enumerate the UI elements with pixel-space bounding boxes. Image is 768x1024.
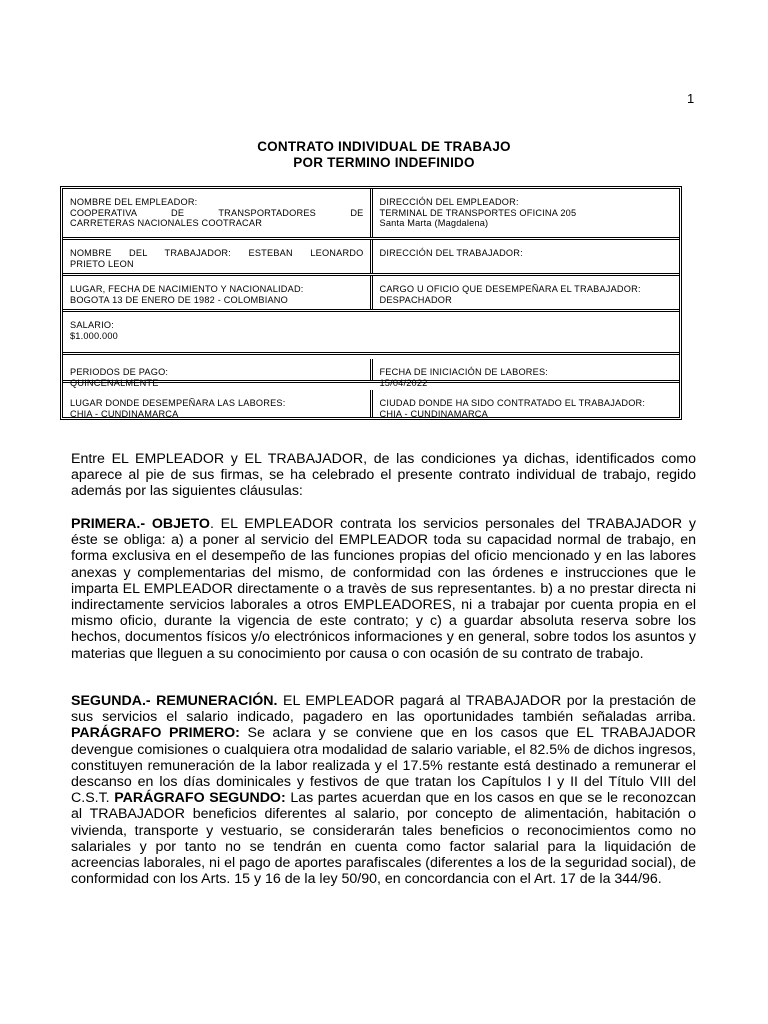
table-row [63, 189, 679, 237]
employer-address-value-2: Santa Marta (Magdalena) [379, 218, 489, 228]
worker-name-label-1: NOMBRE DEL TRABAJADOR: ESTEBAN LEONARDO [70, 248, 364, 258]
position-value: DESPACHADOR [379, 294, 452, 305]
clause-segunda-text-3: Las partes acuerdan que en los casos en que se le reconozcan al TRABAJADOR beneficios diferentes al salario, por concepto de alimentación, habitación o vivienda, transporte y vestuario, se considerarán tales beneficios o reconocimientos como no salariales y por tanto no se tendrán en cuenta como factor salarial para la liquidación de acreencias laborales, ni el pago de aportes parafiscales (diferentes a los de la seguridad social), de conformidad con los Arts. 15 y 16 de la ley 50/90, en concordancia con el Art. 17 de la 344/96. [71, 790, 696, 888]
birth-info-label: LUGAR, FECHA DE NACIMIENTO Y NACIONALIDAD: [70, 284, 304, 294]
clause-primera-heading: PRIMERA.- OBJETO [71, 516, 210, 532]
work-place-value: CHIA - CUNDINAMARCA [70, 408, 179, 419]
clause-segunda-text-2: Se aclara y se conviene que en los casos que EL TRABAJADOR devengue comisiones o cualquiera otra modalidad de salario variable, el 82.5% de dichos ingresos, constituyen remuneración de la labor realizada y el 17.5% restante está destinado a remunerar el descanso en los días dominicales y festivos de que tratan los Capítulos I y II del Título VIII del C.S.T. [71, 725, 696, 807]
table-row [63, 237, 679, 273]
title-line-2: POR TERMINO INDEFINIDO [293, 155, 475, 170]
pay-period-label: PERIODOS DE PAGO: [70, 367, 169, 377]
employer-name-label: NOMBRE DEL EMPLEADOR: [70, 197, 198, 207]
table-row [63, 352, 679, 388]
clause-segunda [71, 693, 696, 887]
paragrafo-segundo-heading: PARÁGRAFO SEGUNDO: [114, 790, 286, 807]
employer-name-cell [63, 189, 370, 237]
position-cell [370, 276, 680, 309]
hiring-city-value: CHIA - CUNDINAMARCA [379, 408, 488, 419]
salary-label: SALARIO: [70, 320, 114, 330]
position-label: CARGO U OFICIO QUE DESEMPEÑARA EL TRABAJADOR: [379, 284, 641, 294]
employer-name-value-1: COOPERATIVA DE TRANSPORTADORES DE [70, 207, 364, 218]
worker-address-cell [370, 240, 680, 273]
contract-info-table [60, 186, 682, 420]
work-place-label: LUGAR DONDE DESEMPEÑARA LAS LABORES: [70, 398, 286, 408]
clause-primera [71, 516, 696, 662]
pay-period-value: QUINCENALMENTE [70, 377, 159, 388]
salary-value: $1.000.000 [70, 330, 118, 341]
title-line-1: CONTRATO INDIVIDUAL DE TRABAJO [257, 139, 511, 154]
table-row [63, 273, 679, 309]
worker-address-label: DIRECCIÓN DEL TRABAJADOR: [379, 248, 523, 258]
salary-cell [63, 312, 679, 352]
hiring-city-label: CIUDAD DONDE HA SIDO CONTRATADO EL TRABAJADOR: [379, 398, 646, 408]
start-date-cell [370, 359, 680, 388]
clause-segunda-text-1: EL EMPLEADOR pagará al TRABAJADOR por la prestación de sus servicios el salario indicado, pagadero en las oportunidades también señaladas arriba. [71, 693, 697, 726]
work-place-cell [63, 390, 370, 417]
employer-address-value-1: TERMINAL DE TRANSPORTES OFICINA 205 [379, 207, 577, 218]
clause-segunda-heading: SEGUNDA.- REMUNERACIÓN. [71, 693, 278, 709]
birth-info-value: BOGOTA 13 DE ENERO DE 1982 - COLOMBIANO [70, 294, 288, 305]
clause-primera-text: . EL EMPLEADOR contrata los servicios personales del TRABAJADOR y éste se obliga: a) a poner al servicio del EMPLEADOR toda su capacidad normal de trabajo, en forma exclusiva en el desempeño de las funciones propias del oficio mencionado y en las labores anexas y complementarias del mismo, de conformidad con las órdenes e instrucciones que le imparta EL EMPLEADOR directamente o a travès de sus representantes. b) a no prestar directa ni indirectamente servicios laborales a otros EMPLEADORES, ni a trabajar por cuenta propia en el mismo oficio, durante la vigencia de este contrato; y c) a guardar absoluta reserva sobre los hechos, documentos físicos y/o electrónicos informaciones y en general, sobre todos los asuntos y materias que lleguen a su conocimiento por causa o con ocasión de su contrato de trabajo. [71, 516, 696, 662]
employer-address-cell [370, 189, 680, 237]
pay-period-cell [63, 359, 370, 388]
start-date-value: 15/04/2022 [379, 377, 428, 388]
document-title [0, 139, 768, 171]
worker-name-cell [63, 240, 370, 273]
worker-name-label-2: PRIETO LEON [70, 258, 134, 269]
table-row [63, 309, 679, 352]
paragrafo-primero-heading: PARÁGRAFO PRIMERO: [71, 725, 240, 742]
page-number: 1 [687, 91, 695, 106]
start-date-label: FECHA DE INICIACIÓN DE LABORES: [379, 367, 549, 377]
intro-paragraph: Entre EL EMPLEADOR y EL TRABAJADOR, de las condiciones ya dichas, identificados como aparece al pie de sus firmas, se ha celebrado el presente contrato individual de trabajo, regido además por las siguientes cláusulas: [71, 451, 696, 500]
employer-name-value-2: CARRETERAS NACIONALES COOTRACAR [70, 218, 263, 228]
birth-info-cell [63, 276, 370, 309]
hiring-city-cell [370, 390, 680, 417]
employer-address-label: DIRECCIÓN DEL EMPLEADOR: [379, 197, 519, 207]
